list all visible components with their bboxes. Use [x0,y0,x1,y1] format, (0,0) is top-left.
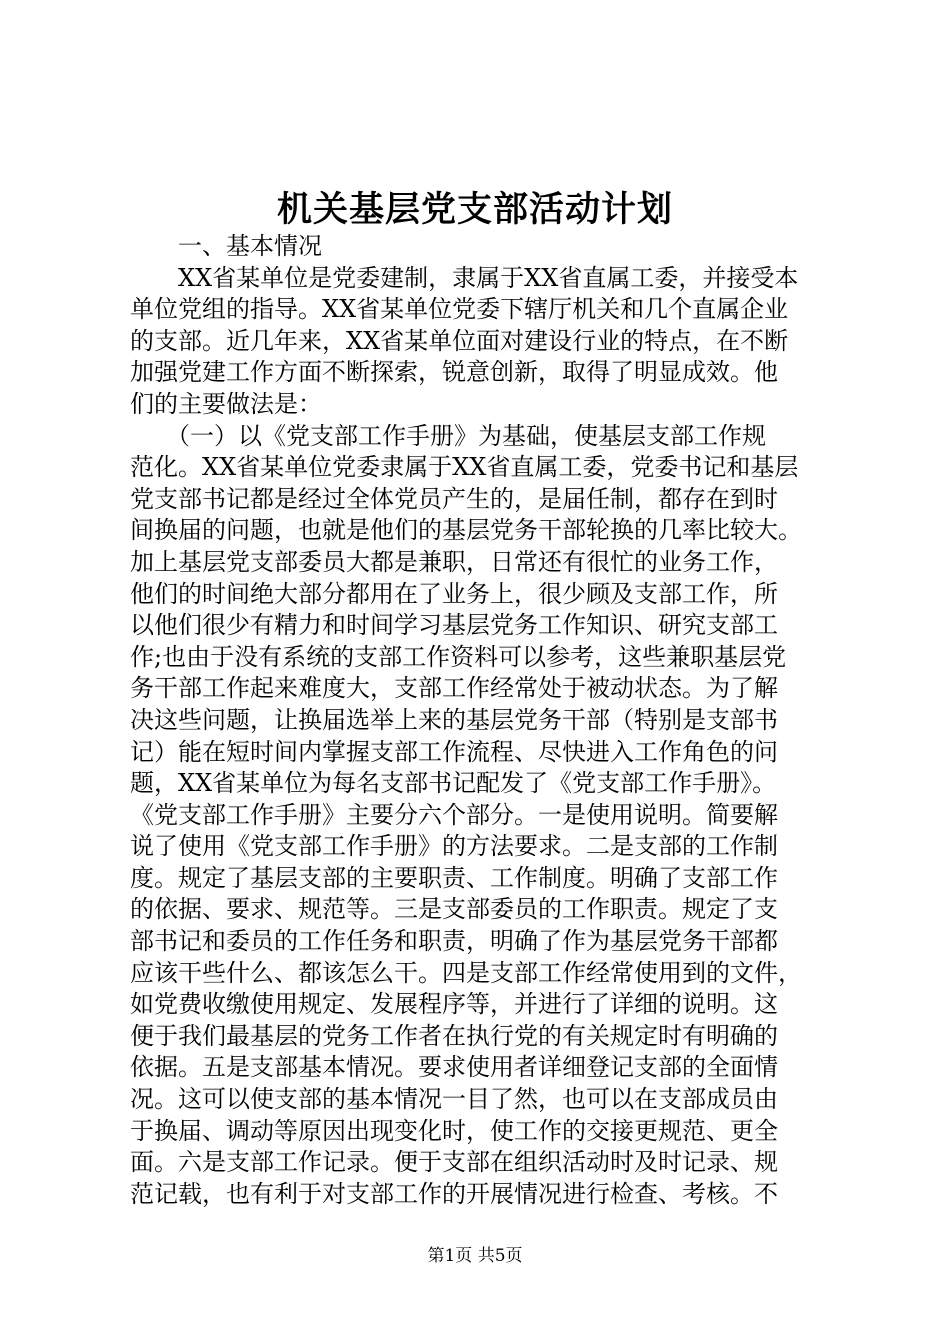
body-line: 记）能在短时间内掌握支部工作流程、尽快进入工作角色的问 [130,737,778,766]
body-line: 应该干些什么、都该怎么干。四是支部工作经常使用到的文件， [130,958,802,987]
body-line: 范化。XX省某单位党委隶属于XX省直属工委，党委书记和基层 [130,453,799,482]
body-line: 依据。五是支部基本情况。要求使用者详细登记支部的全面情 [130,1053,778,1082]
body-line: 度。规定了基层支部的主要职责、工作制度。明确了支部工作 [130,863,778,892]
body-line: 们的主要做法是： [130,389,322,418]
body-line: 作;也由于没有系统的支部工作资料可以参考，这些兼职基层党 [130,642,787,671]
body-line: 加强党建工作方面不断探索，锐意创新，取得了明显成效。他 [130,358,778,387]
body-line: 便于我们最基层的党务工作者在执行党的有关规定时有明确的 [130,1021,778,1050]
body-line: 于换届、调动等原因出现变化时，使工作的交接更规范、更全 [130,1116,778,1145]
body-line: XX省某单位是党委建制，隶属于XX省直属工委，并接受本 [130,263,799,292]
body-line: 单位党组的指导。XX省某单位党委下辖厅机关和几个直属企业 [130,295,789,324]
body-line: （一）以《党支部工作手册》为基础，使基层支部工作规 [130,421,766,450]
document-title: 机关基层党支部活动计划 [276,189,673,230]
body-line: 面。六是支部工作记录。便于支部在组织活动时及时记录、规 [130,1148,778,1177]
body-line: 以他们很少有精力和时间学习基层党务工作知识、研究支部工 [130,611,778,640]
body-line: 间换届的问题，也就是他们的基层党务干部轮换的几率比较大。 [130,516,802,545]
body-line: 务干部工作起来难度大，支部工作经常处于被动状态。为了解 [130,674,778,703]
body-line: 部书记和委员的工作任务和职责，明确了作为基层党务干部都 [130,927,778,956]
body-line: 说了使用《党支部工作手册》的方法要求。二是支部的工作制 [130,832,778,861]
body-line: 一、基本情况 [130,232,322,260]
body-line: 《党支部工作手册》主要分六个部分。一是使用说明。简要解 [130,800,778,829]
page-footer-indicator: 第1页 共5页 [427,1246,523,1266]
body-line: 的依据、要求、规范等。三是支部委员的工作职责。规定了支 [130,895,778,924]
body-line: 他们的时间绝大部分都用在了业务上，很少顾及支部工作，所 [130,579,778,608]
body-line: 决这些问题，让换届选举上来的基层党务干部（特别是支部书 [130,705,778,734]
body-line: 题，XX省某单位为每名支部书记配发了《党支部工作手册》。 [130,769,777,798]
body-line: 党支部书记都是经过全体党员产生的，是届任制，都存在到时 [130,484,778,513]
body-line: 如党费收缴使用规定、发展程序等，并进行了详细的说明。这 [130,990,778,1019]
body-line: 况。这可以使支部的基本情况一目了然，也可以在支部成员由 [130,1085,778,1114]
document-body [130,231,830,1210]
body-line: 的支部。近几年来，XX省某单位面对建设行业的特点，在不断 [130,326,789,355]
body-line: 范记载，也有利于对支部工作的开展情况进行检查、考核。不 [130,1179,778,1208]
body-line: 加上基层党支部委员大都是兼职，日常还有很忙的业务工作， [130,547,778,576]
